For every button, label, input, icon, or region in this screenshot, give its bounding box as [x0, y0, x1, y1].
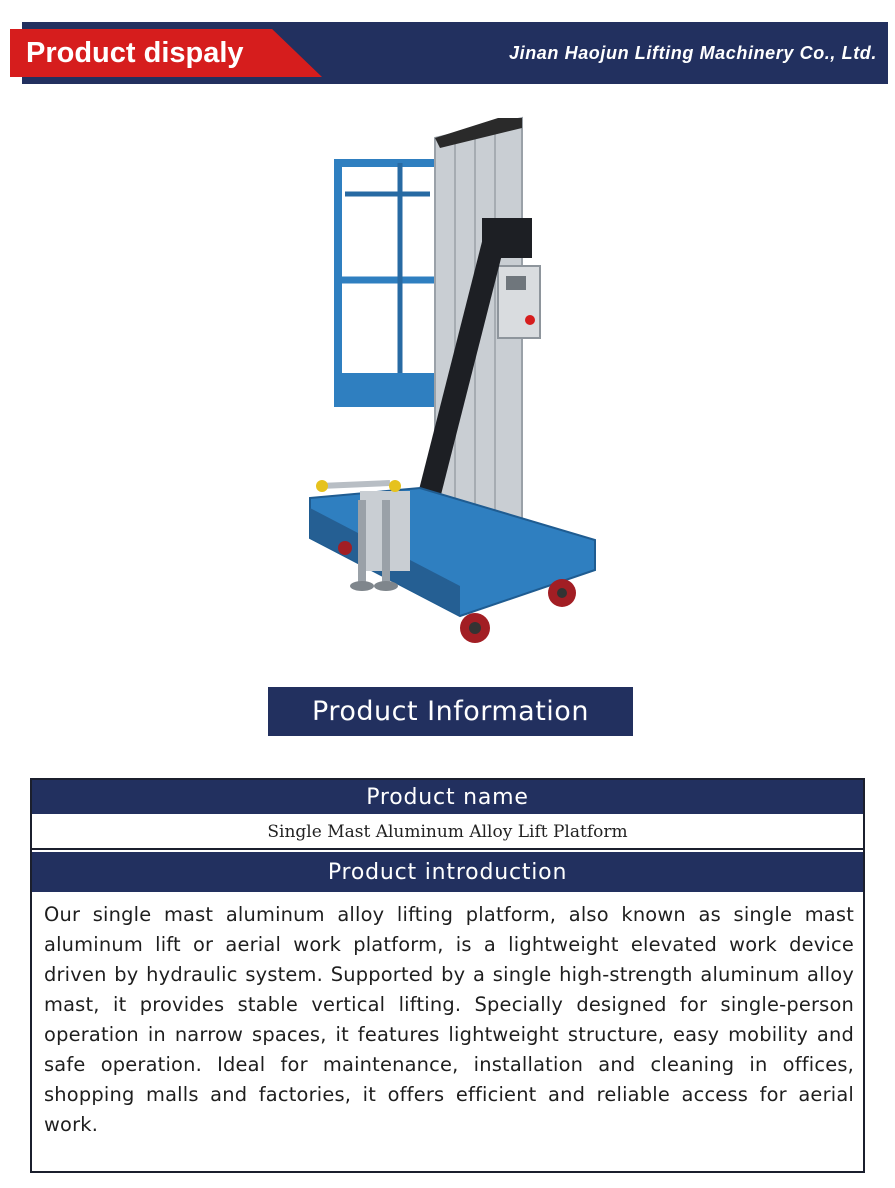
page-title: Product dispaly	[26, 37, 244, 69]
product-introduction-text: Our single mast aluminum alloy lifting platform, also known as single mast aluminum lift or aerial work platform, is a lightweight elevated work device driven by hydraulic system. Supported by a single high-strength aluminum alloy mast, it provides stable vertical lifting. Specially designed for single-person operation in narrow spaces, it features lightweight structure, easy mobility and safe operation. Ideal for maintenance, installation and cleaning in offices, shopping malls and factories, it offers efficient and reliable access for aerial work.	[44, 903, 854, 1136]
product-name-heading: Product name	[32, 780, 863, 814]
work-cage	[338, 163, 438, 405]
product-introduction-heading: Product introduction	[32, 852, 863, 892]
product-name-value: Single Mast Aluminum Alloy Lift Platform	[32, 814, 863, 850]
company-name: Jinan Haojun Lifting Machinery Co., Ltd.	[508, 43, 877, 63]
spec-table	[30, 778, 865, 1173]
product-information-banner: Product Information	[268, 687, 633, 736]
aluminum-mast-lift-illustration	[300, 108, 610, 653]
control-box	[498, 266, 540, 338]
